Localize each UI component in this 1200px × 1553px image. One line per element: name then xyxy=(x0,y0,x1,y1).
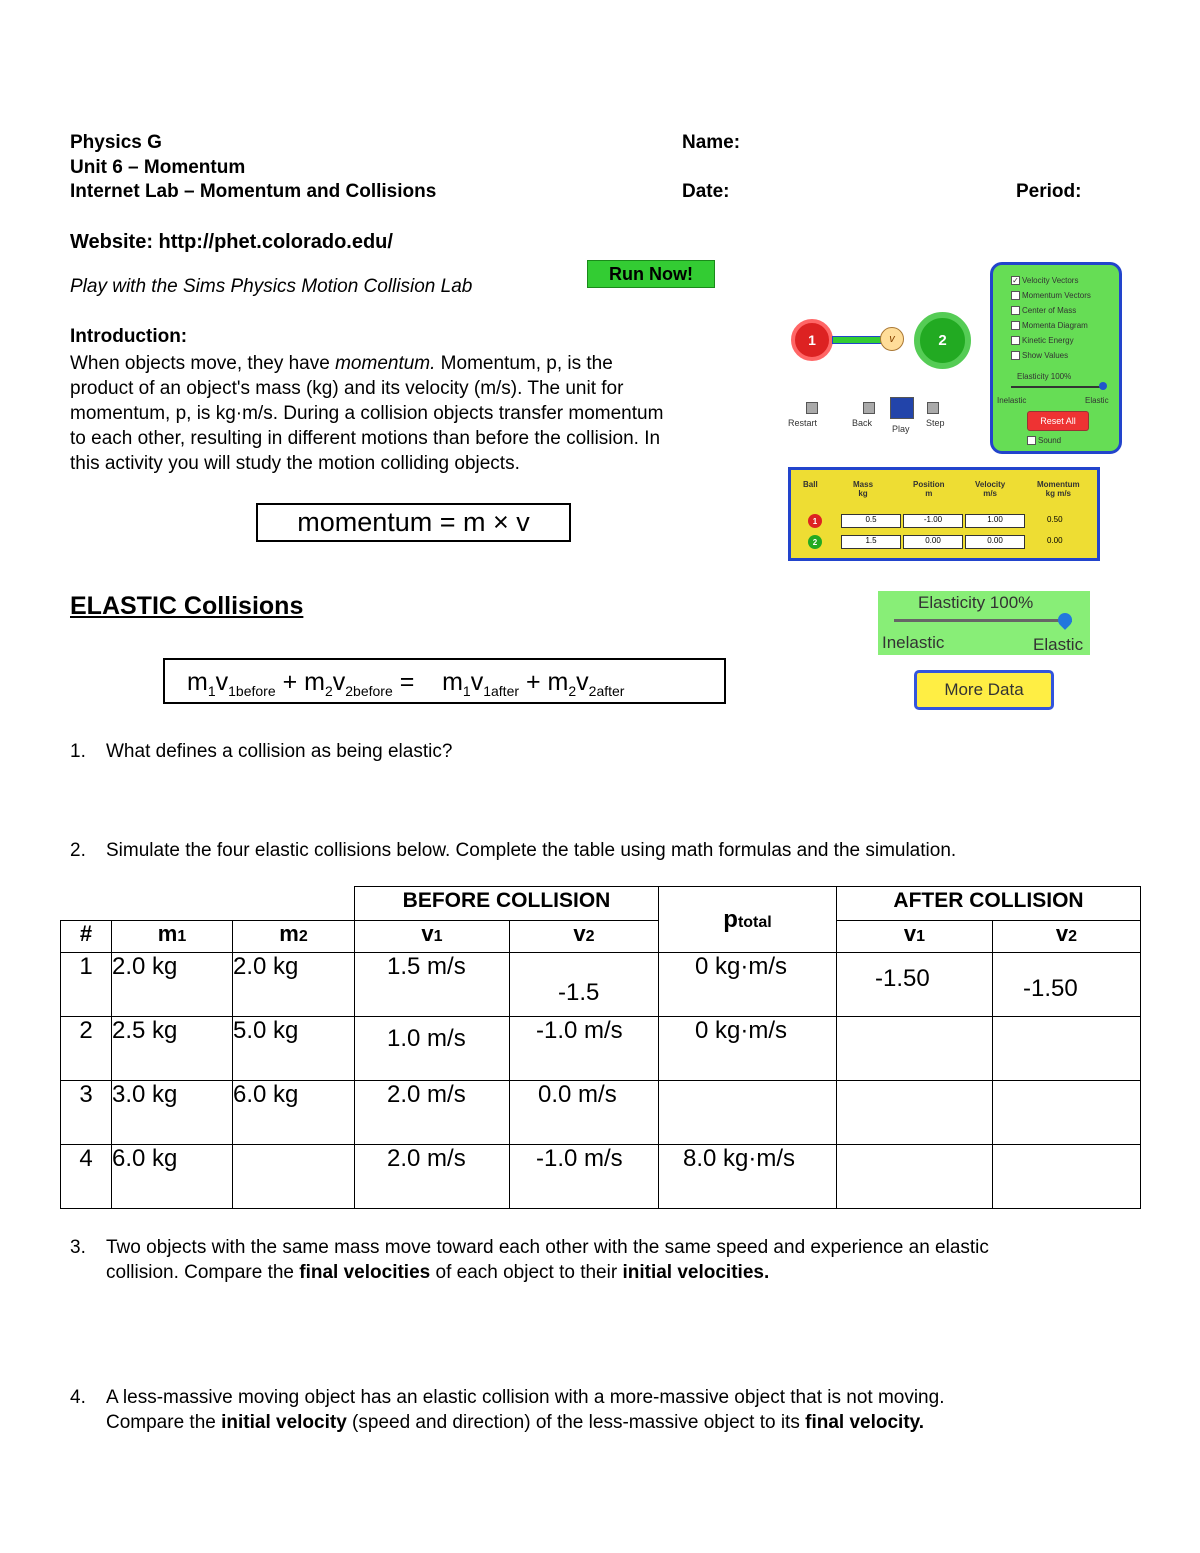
momentum-formula: momentum = m × v xyxy=(297,507,530,537)
dp-position-2[interactable]: 0.00 xyxy=(903,535,963,549)
elasticity-big-slider[interactable] xyxy=(894,619,1072,622)
row-v2-after[interactable] xyxy=(993,1081,1141,1145)
dp-head-mass: Mass kg xyxy=(853,480,874,498)
inelastic-big-label: Inelastic xyxy=(882,633,945,652)
row-m1: 3.0 kg xyxy=(112,1081,233,1145)
run-now-button[interactable]: Run Now! xyxy=(587,260,715,288)
conservation-formula: $m_1v_{1before} + m_2v_{2before}$ = $m_1v_{1after} + m_2v_{2after}$ xyxy=(187,668,625,699)
intro-line1: When objects move, they have xyxy=(70,353,336,374)
step-label: Step xyxy=(926,418,945,428)
row-num: 4 xyxy=(61,1145,112,1209)
col-num-header: # xyxy=(61,921,112,953)
lab-title: Internet Lab – Momentum and Collisions xyxy=(70,181,437,202)
dp-head-ball: Ball xyxy=(803,480,818,489)
row-v1-after[interactable] xyxy=(837,1017,993,1081)
table-blank-header xyxy=(61,887,355,921)
checkbox-velocity-vectors[interactable]: ✓ Velocity Vectors xyxy=(1012,276,1079,285)
table-row xyxy=(61,1145,1141,1209)
play-button[interactable] xyxy=(890,397,914,419)
momentum-formula-box xyxy=(256,503,571,542)
more-data-button[interactable]: More Data xyxy=(914,670,1054,710)
row-v1: 2.0 m/s xyxy=(355,1081,510,1145)
intro-line5: this activity you will study the motion colliding objects. xyxy=(70,453,520,474)
table-row xyxy=(61,953,1141,1017)
sim-checkbox-list xyxy=(1011,273,1091,363)
elastic-heading: ELASTIC Collisions xyxy=(70,592,304,620)
row-m2[interactable] xyxy=(233,1145,355,1209)
elasticity-big-label: Elasticity 100% xyxy=(918,593,1034,612)
row-v1-after[interactable] xyxy=(837,1081,993,1145)
restart-button[interactable] xyxy=(806,402,818,414)
period-label: Period: xyxy=(1016,181,1082,202)
step-button[interactable] xyxy=(927,402,939,414)
course-title: Physics G xyxy=(70,132,162,153)
row-m2: 5.0 kg xyxy=(233,1017,355,1081)
sim-elasticity-slider[interactable] xyxy=(1011,386,1103,388)
q1-text: What defines a collision as being elastic? xyxy=(106,741,453,762)
sim-slider-thumb[interactable] xyxy=(1099,382,1107,390)
q3-number: 3. xyxy=(70,1237,86,1258)
dp-ball-1: 1 xyxy=(808,514,822,528)
row-v1: 1.5 m/s xyxy=(355,953,510,1017)
row-v2-after[interactable] xyxy=(993,1017,1141,1081)
row-ptotal: 0 kg·m/s xyxy=(659,1017,837,1081)
dp-ball-2: 2 xyxy=(808,535,822,549)
row-ptotal[interactable] xyxy=(659,1081,837,1145)
q2-number: 2. xyxy=(70,840,86,861)
back-label: Back xyxy=(852,418,873,428)
sim-inelastic-label: Inelastic xyxy=(997,396,1027,405)
checkbox-momenta-diagram[interactable]: Momenta Diagram xyxy=(1011,318,1091,333)
sim-elastic-label: Elastic xyxy=(1085,396,1109,405)
velocity-vector[interactable] xyxy=(832,336,886,344)
row-v2[interactable]: -1.5 xyxy=(510,953,659,1017)
row-m1: 2.5 kg xyxy=(112,1017,233,1081)
nav-path: Play with the Sims Physics Motion Collision Lab xyxy=(70,276,473,297)
col-v1-after-header: v1 xyxy=(837,921,993,953)
row-v2: 0.0 m/s xyxy=(510,1081,659,1145)
dp-mass-2[interactable]: 1.5 xyxy=(841,535,901,549)
row-v2: -1.0 m/s xyxy=(510,1145,659,1209)
table-row xyxy=(61,1017,1141,1081)
restart-label: Restart xyxy=(788,418,818,428)
elasticity-panel xyxy=(878,591,1090,655)
col-m1-header: m1 xyxy=(112,921,233,953)
checkbox-show-values[interactable]: Show Values xyxy=(1011,348,1091,363)
before-collision-header: BEFORE COLLISION xyxy=(355,887,659,921)
row-num: 3 xyxy=(61,1081,112,1145)
checkbox-momentum-vectors[interactable]: Momentum Vectors xyxy=(1011,288,1091,303)
elasticity-big-thumb[interactable] xyxy=(1055,610,1075,630)
dp-head-velocity: Velocity m/s xyxy=(975,480,1006,498)
checkbox-kinetic-energy[interactable]: Kinetic Energy xyxy=(1011,333,1091,348)
name-label: Name: xyxy=(682,132,741,153)
elastic-big-label: Elastic xyxy=(1033,635,1084,654)
intro-heading: Introduction: xyxy=(70,326,188,347)
intro-line1-rest: Momentum, p, is the xyxy=(435,353,613,374)
row-v2-after[interactable]: -1.50 xyxy=(993,953,1141,1017)
sim-elasticity-label: Elasticity 100% xyxy=(1017,372,1072,381)
row-v2: -1.0 m/s xyxy=(510,1017,659,1081)
checkbox-sound[interactable]: Sound xyxy=(1027,433,1061,448)
reset-all-button[interactable]: Reset All xyxy=(1027,411,1089,431)
back-button[interactable] xyxy=(863,402,875,414)
ball-2[interactable]: 2 xyxy=(914,312,971,369)
dp-velocity-2[interactable]: 0.00 xyxy=(965,535,1025,549)
row-ptotal: 0 kg·m/s xyxy=(659,953,837,1017)
q2-text: Simulate the four elastic collisions below. Complete the table using math formulas and the simulation. xyxy=(106,840,957,861)
intro-line4: to each other, resulting in different motions than before the collision. In xyxy=(70,428,661,449)
date-label: Date: xyxy=(682,181,730,202)
intro-line3: momentum, p, is kg·m/s. During a collision objects transfer momentum xyxy=(70,403,664,424)
col-v2-header: v2 xyxy=(510,921,659,953)
sim-control-panel xyxy=(990,262,1122,454)
dp-momentum-1: 0.50 xyxy=(1047,515,1063,524)
after-collision-header: AFTER COLLISION xyxy=(837,887,1141,921)
row-m1: 2.0 kg xyxy=(112,953,233,1017)
play-label: Play xyxy=(892,424,910,434)
row-v2-after[interactable] xyxy=(993,1145,1141,1209)
dp-head-momentum: Momentum kg m/s xyxy=(1037,480,1080,498)
conservation-formula-box xyxy=(163,658,726,704)
sim-data-panel xyxy=(788,467,1100,561)
dp-mass-1[interactable]: 0.5 xyxy=(841,514,901,528)
dp-momentum-2: 0.00 xyxy=(1047,536,1063,545)
col-v2-after-header: v2 xyxy=(993,921,1141,953)
unit-title: Unit 6 – Momentum xyxy=(70,157,246,178)
row-v1-after[interactable] xyxy=(837,1145,993,1209)
table-row xyxy=(61,1081,1141,1145)
intro-line2: product of an object's mass (kg) and its velocity (m/s). The unit for xyxy=(70,378,624,399)
intro-paragraph xyxy=(70,351,770,476)
row-v1-after[interactable]: -1.50 xyxy=(837,953,993,1017)
row-num: 2 xyxy=(61,1017,112,1081)
checkbox-center-of-mass[interactable]: Center of Mass xyxy=(1011,303,1091,318)
col-v1-header: v1 xyxy=(355,921,510,953)
dp-position-1[interactable]: -1.00 xyxy=(903,514,963,528)
ball-1[interactable]: 1 xyxy=(791,319,833,361)
q4-text: A less-massive moving object has an elastic collision with a more-massive object that is not moving. Compare the initial velocity (speed and direction) of the less-massive object to its final velocity. xyxy=(106,1387,945,1433)
collision-table xyxy=(60,886,1141,1209)
row-m1: 6.0 kg xyxy=(112,1145,233,1209)
q1-number: 1. xyxy=(70,741,86,762)
row-m2: 6.0 kg xyxy=(233,1081,355,1145)
col-m2-header: m2 xyxy=(233,921,355,953)
velocity-handle[interactable]: v xyxy=(880,327,904,351)
row-num: 1 xyxy=(61,953,112,1017)
website-line: Website: http://phet.colorado.edu/ xyxy=(70,231,393,253)
row-ptotal: 8.0 kg·m/s xyxy=(659,1145,837,1209)
q3-text: Two objects with the same mass move toward each other with the same speed and experience an elastic collision. Compare the final velocities of each object to their initial velocities. xyxy=(106,1237,989,1283)
intro-momentum-em: momentum. xyxy=(335,353,436,374)
row-m2: 2.0 kg xyxy=(233,953,355,1017)
dp-velocity-1[interactable]: 1.00 xyxy=(965,514,1025,528)
row-v1: 2.0 m/s xyxy=(355,1145,510,1209)
dp-head-position: Position m xyxy=(913,480,945,498)
q4-number: 4. xyxy=(70,1387,86,1408)
ptotal-header: ptotal xyxy=(659,887,837,953)
row-v1[interactable]: 1.0 m/s xyxy=(355,1017,510,1081)
